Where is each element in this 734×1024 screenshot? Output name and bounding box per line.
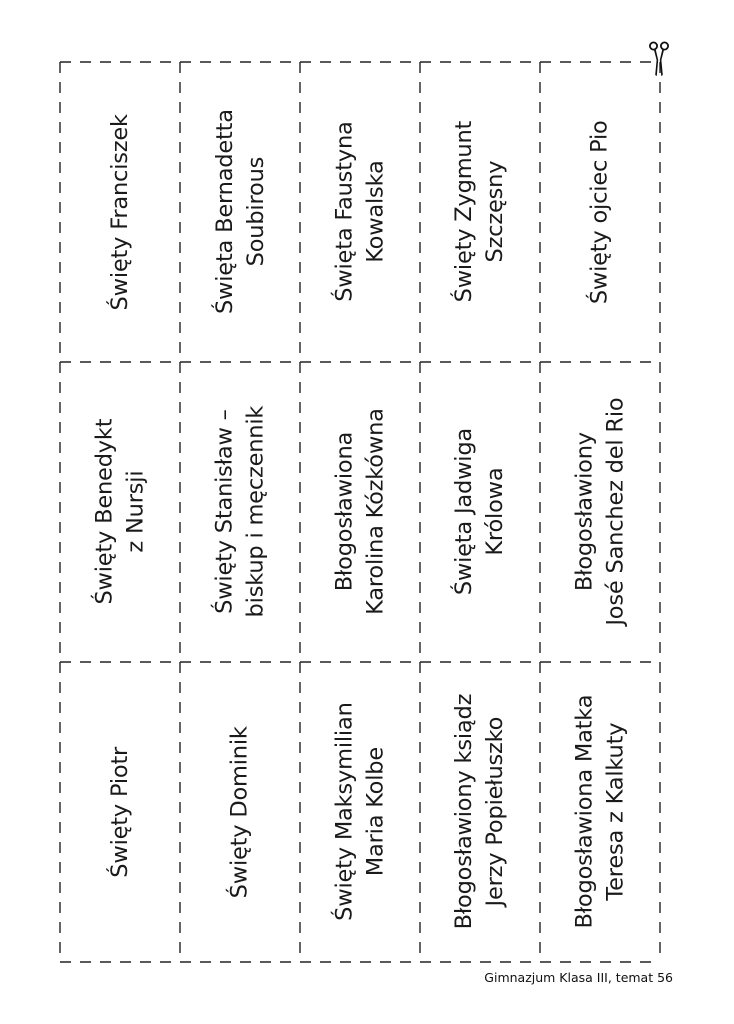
saint-name-line: Błogosławiony ksiądz	[451, 694, 478, 930]
saint-name-line: Teresa z Kalkuty	[602, 723, 628, 901]
saint-name-line: Szczęsny	[482, 161, 509, 263]
saint-card-text	[329, 703, 390, 921]
saint-name-line: Jerzy Popiełuszko	[482, 717, 508, 907]
saint-card-text	[449, 694, 510, 930]
saint-card	[180, 362, 300, 662]
saint-card	[420, 362, 540, 662]
saint-card-text	[585, 120, 616, 304]
saint-card	[60, 62, 180, 362]
saint-card	[540, 662, 660, 962]
saint-name-line: Błogosławiona	[331, 432, 358, 592]
saint-name-line: Maria Kolbe	[362, 747, 388, 877]
saint-card-text	[329, 409, 390, 616]
saint-card-text	[105, 114, 136, 310]
saint-card-text	[449, 121, 510, 303]
saint-card-text	[225, 726, 256, 898]
saint-card-text	[329, 122, 390, 302]
saint-name-line: Święty Maksymilian	[331, 702, 358, 922]
saint-card	[300, 362, 420, 662]
saint-name-line: Święta Jadwiga	[451, 428, 478, 596]
saint-name-line: z Nursji	[122, 471, 148, 553]
saint-card	[300, 62, 420, 362]
saint-name-line: Święty ojciec Pio	[586, 120, 613, 304]
saint-card-text	[209, 406, 270, 618]
saint-card-text	[449, 428, 510, 595]
saint-card	[420, 662, 540, 962]
saint-name-line: Święty Piotr	[106, 746, 133, 878]
saint-name-line: Karolina Kózkówna	[362, 408, 389, 616]
saint-card	[60, 662, 180, 962]
saint-name-line: Święty Zygmunt	[451, 121, 478, 303]
saint-card-text	[569, 398, 630, 626]
saint-name-line: Błogosławiony	[571, 432, 598, 592]
saint-name-line: Soubirous	[242, 157, 269, 267]
saint-name-line: Kowalska	[362, 160, 388, 264]
saint-card-text	[105, 747, 136, 878]
saint-name-line: Święta Bernadetta	[211, 109, 238, 315]
saint-card	[540, 62, 660, 362]
saint-card	[180, 662, 300, 962]
saint-name-line: Święty Stanisław –	[211, 409, 238, 615]
saint-card	[540, 362, 660, 662]
saint-card-text	[89, 419, 150, 605]
saint-name-line: biskup i męczennik	[242, 406, 268, 618]
saint-name-line: Święty Dominik	[226, 725, 253, 899]
saint-card	[180, 62, 300, 362]
saint-name-line: Święty Benedykt	[91, 419, 118, 605]
saint-card	[420, 62, 540, 362]
saint-name-line: Błogosławiona Matka	[571, 695, 598, 929]
saint-name-line: José Sanchez del Rio	[602, 397, 629, 627]
saint-name-line: Święty Franciszek	[106, 113, 133, 311]
saint-card	[60, 362, 180, 662]
saint-card	[300, 662, 420, 962]
page-footer: Gimnazjum Klasa III, temat 56	[484, 970, 673, 985]
saint-card-text	[569, 695, 630, 929]
saint-card-text	[209, 110, 270, 315]
scissors-icon	[648, 40, 670, 78]
saint-name-line: Święta Faustyna	[331, 121, 358, 303]
saint-name-line: Królowa	[482, 467, 509, 557]
